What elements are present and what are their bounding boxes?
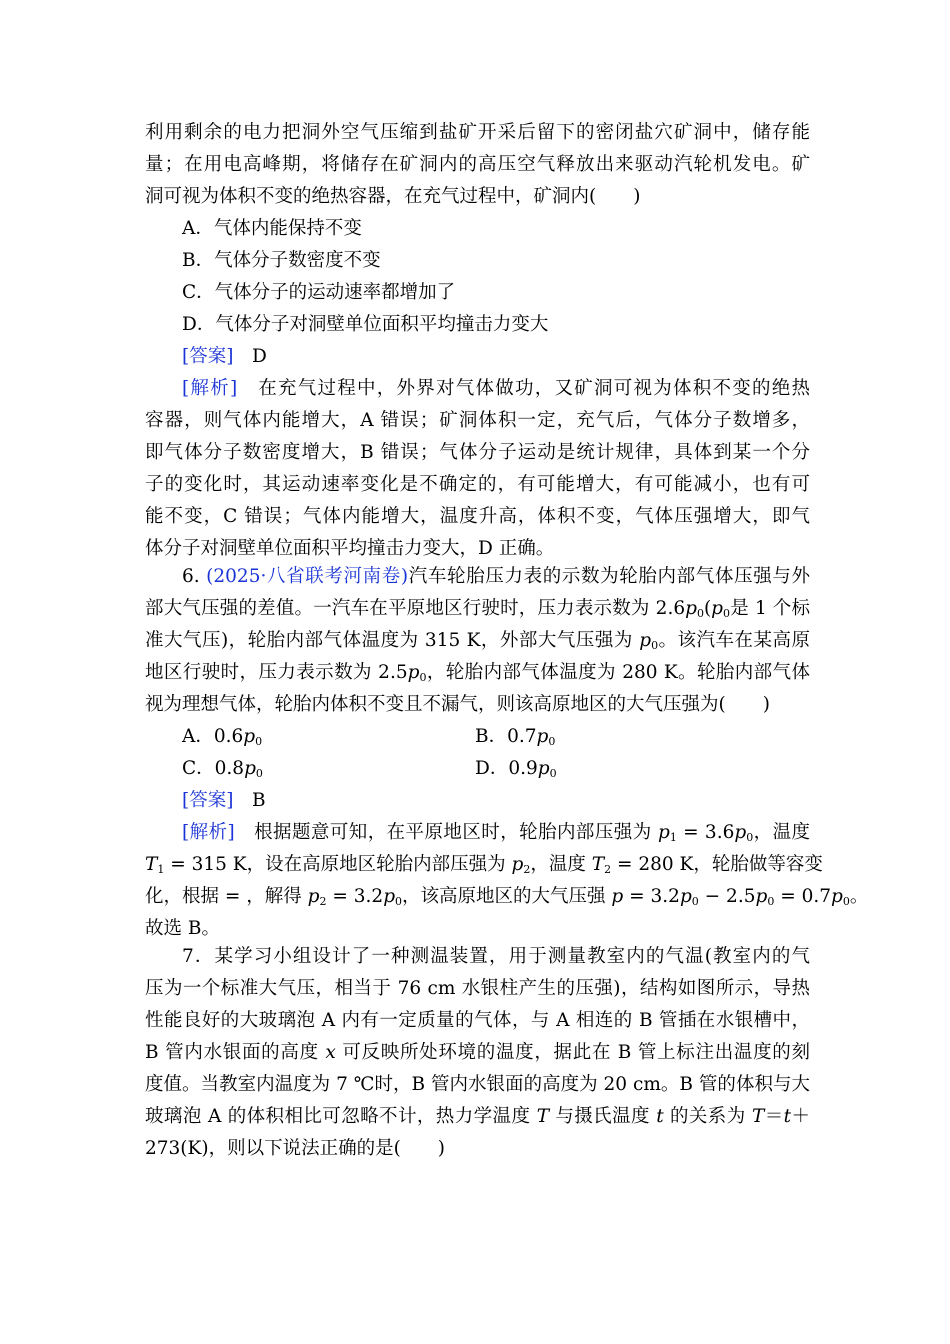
q5-analysis-line-4: 子的变化时，其运动速率变化是不确定的，有可能增大，有可能减小，也有可 [145, 474, 810, 495]
q5-analysis-line-1: [解析] 在充气过程中，外界对气体做功，又矿洞可视为体积不变的绝热 [182, 378, 810, 399]
q6-stem-line-5: 视为理想气体，轮胎内体积不变且不漏气，则该高原地区的大气压强为( ) [145, 694, 770, 715]
q5-answer [145, 341, 810, 373]
q5-analysis-line-2: 容器，则气体内能增大，A 错误；矿洞体积一定，充气后，气体分子数增多， [145, 410, 810, 431]
q5-stem-line-1: 利用剩余的电力把洞外空气压缩到盐矿开采后留下的密闭盐穴矿洞中，储存能 [145, 122, 810, 143]
answer-tag: [答案] [182, 346, 234, 367]
q5-stem-line-3: 洞可视为体积不变的绝热容器，在充气过程中，矿洞内( ) [145, 186, 641, 207]
q6-answer [145, 785, 810, 817]
q6-source: (2025·八省联考河南卷) [206, 566, 409, 587]
q5-stem-line-2: 量；在用电高峰期，将储存在矿洞内的高压空气释放出来驱动汽轮机发电。矿 [145, 154, 810, 175]
q7-stem-line-5: 度值。当教室内温度为 7 ℃时，B 管内水银面的高度为 20 cm。B 管的体积与大 [145, 1074, 810, 1095]
q7-stem-line-3: 性能良好的大玻璃泡 A 内有一定质量的气体，与 A 相连的 B 管插在水银槽中， [145, 1010, 810, 1031]
q5-option-b: B．气体分子数密度不变 [182, 250, 381, 271]
q7-stem-line-1: 7．某学习小组设计了一种测温装置，用于测量教室内的气温(教室内的气 [182, 946, 810, 967]
q7-stem-line-2: 压为一个标准大气压，相当于 76 cm 水银柱产生的压强)，结构如图所示，导热 [145, 978, 810, 999]
q6-stem-line-1: 6. (2025·八省联考河南卷)汽车轮胎压力表的示数为轮胎内部气体压强与外 [182, 566, 810, 587]
q5-analysis-line-3: 即气体分子数密度增大，B 错误；气体分子运动是统计规律，具体到某一个分 [145, 442, 810, 463]
q6-stem-line-4: 地区行驶时，压力表示数为 $2.5p_0$，轮胎内部气体温度为 280 K。轮胎内部气体 [145, 662, 810, 684]
answer-value: B [251, 790, 266, 811]
analysis-tag: [解析] [182, 378, 238, 399]
q7-stem-line-4: B 管内水银面的高度 x 可反映所处环境的温度，据此在 B 管上标注出温度的刻 [145, 1042, 810, 1063]
q5-option-c: C．气体分子的运动速率都增加了 [182, 282, 456, 303]
q6-option-b: B．$0.7p_0$ [475, 726, 556, 748]
q7-stem-line-7: 273(K)，则以下说法正确的是( ) [145, 1138, 446, 1159]
q6-analysis-line-3: 化，根据 = ，解得 $p_2 = 3.2p_0$，该高原地区的大气压强 $p = 3.2p_0 - 2.5p_0 = 0.7p_0$。 [145, 886, 869, 908]
analysis-tag: [解析] [182, 822, 235, 843]
q6-option-c: C．$0.8p_0$ [182, 758, 263, 780]
q6-options-row-1 [145, 721, 810, 753]
q6-analysis-line-2: $T_1 = 315$ K，设在高原地区轮胎内部压强为 $p_2$，温度 $T_2 = 280$ K，轮胎做等容变 [145, 854, 823, 876]
q6-option-a: A．$0.6p_0$ [182, 726, 263, 748]
answer-value: D [251, 346, 267, 367]
q7-stem-line-6: 玻璃泡 A 的体积相比可忽略不计，热力学温度 T 与摄氏温度 t 的关系为 T＝t＋ [145, 1106, 810, 1127]
q5-option-d: D．气体分子对洞壁单位面积平均撞击力变大 [182, 314, 549, 335]
q6-stem-line-2: 部大气压强的差值。一汽车在平原地区行驶时，压力表示数为 $2.6p_0(p_0$是 1 个标 [145, 598, 810, 620]
q6-option-d: D．$0.9p_0$ [475, 758, 557, 780]
q5-analysis-line-5: 能不变，C 错误；气体内能增大，温度升高，体积不变，气体压强增大，即气 [145, 506, 810, 527]
q6-options-row-2 [145, 753, 810, 785]
q6-analysis-line-4: 故选 B。 [145, 918, 220, 939]
q5-analysis-line-6: 体分子对洞壁单位面积平均撞击力变大，D 正确。 [145, 538, 555, 559]
q6-stem-line-3: 准大气压)，轮胎内部气体温度为 315 K，外部大气压强为 $p_0$。该汽车在某高原 [145, 630, 810, 652]
q6-analysis-line-1: [解析] 根据题意可知，在平原地区时，轮胎内部压强为 $p_1 = 3.6p_0$，温度 [182, 822, 810, 844]
q5-option-a: A．气体内能保持不变 [182, 218, 362, 239]
answer-tag: [答案] [182, 790, 234, 811]
